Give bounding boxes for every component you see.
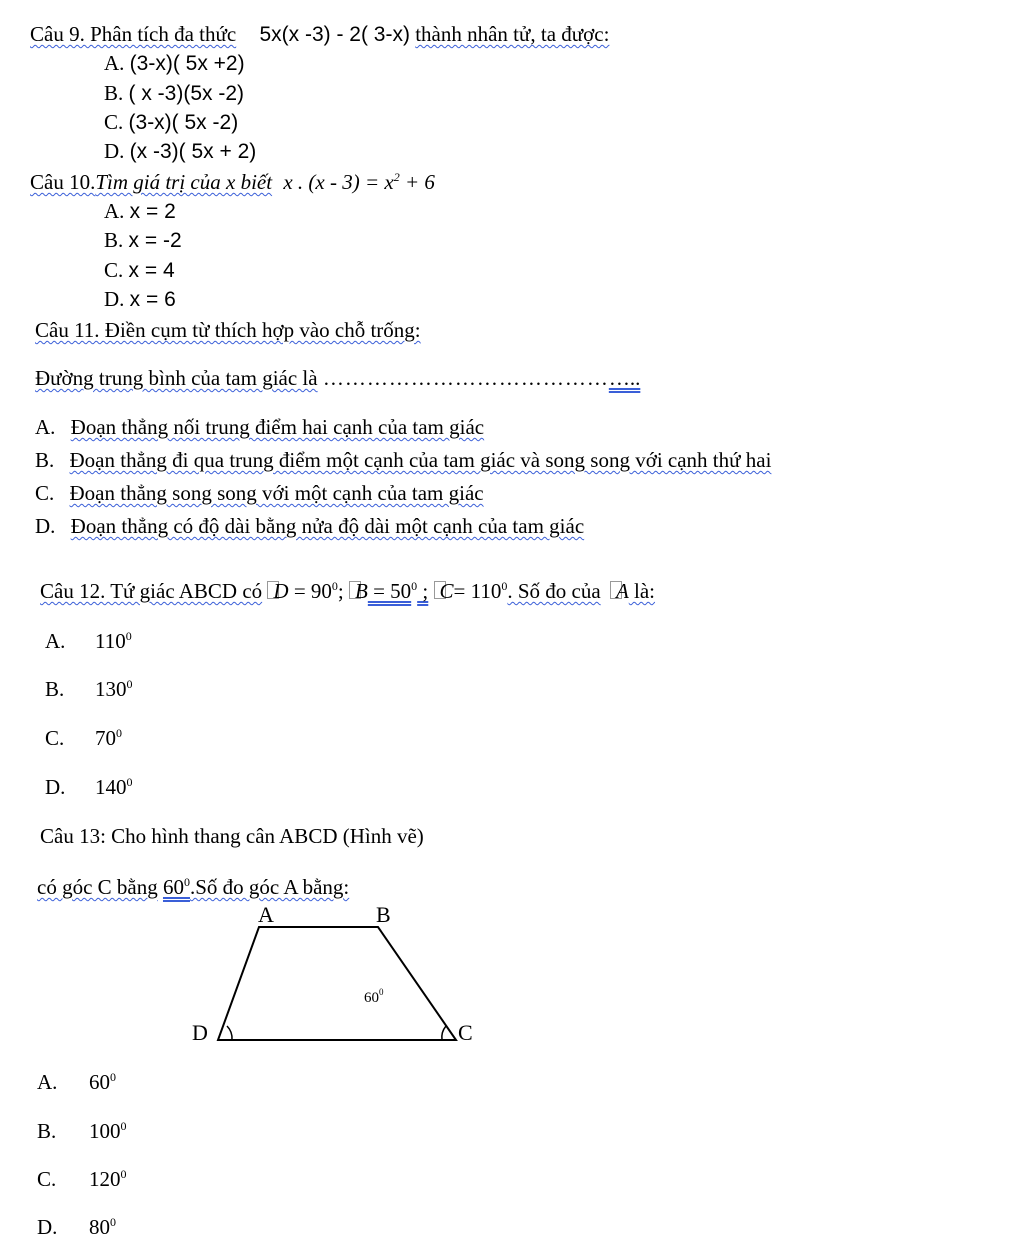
q13-option-d [37,1214,116,1240]
option-letter: A. [35,415,56,439]
q10-option-b [104,227,182,254]
option-text: x = 4 [128,259,175,282]
option-text: x = 6 [129,288,176,311]
option-letter: B. [104,81,124,105]
option-text: ( x -3)(5x -2) [128,82,245,105]
q12-title-part1: Câu 12. Tứ giác ABCD có [40,579,263,603]
option-letter: D. [35,514,56,538]
vertex-label-c: C [458,1020,473,1045]
q13-option-b [37,1118,127,1144]
angle-c-arc [442,1026,446,1040]
option-value: $70^0$ [95,726,122,750]
option-letter: A. [45,629,66,653]
q11-stem: Đường trung bình của tam giác là …………………………………….. [35,366,641,390]
q10-title-part1: Câu 10. [30,170,96,194]
q12-title: Câu 12. Tứ giác ABCD có $D = 90^0$; $B = 50^0$ ; $C= 110^0$. Số đo của A là: [40,579,656,603]
trapezoid-figure [180,898,500,1058]
q12-option-d [45,774,133,800]
q9-title-part2: thành nhân tử, ta được: [415,22,610,46]
q9-option-b [104,80,244,107]
option-letter: A. [37,1070,58,1094]
q9-option-c [104,109,238,136]
option-letter: C. [45,726,65,750]
option-letter: B. [35,448,55,472]
q11-option-b [35,447,771,473]
q10-title-part2: Tìm giá trị của x biết [95,170,273,194]
option-letter: B. [45,677,65,701]
angle-label: $60^0$ [364,987,384,1006]
option-value: $100^0$ [89,1119,127,1143]
q13-option-c [37,1166,127,1192]
q9-title-part1: Câu 9. Phân tích đa thức [30,22,237,46]
q10-title [30,169,435,195]
option-letter: B. [37,1119,57,1143]
q9-option-d [104,138,256,165]
q11-blank-end: ….. [608,366,641,390]
option-text: Đoạn thẳng song song với một cạnh của tam giác [69,481,484,505]
option-text: (3-x)( 5x -2) [128,111,239,134]
q11-blank: ………………………………… [322,366,609,390]
option-text: Đoạn thẳng đi qua trung điểm một cạnh của tam giác và song song với cạnh thứ hai [69,448,772,472]
option-value: $80^0$ [89,1215,116,1239]
q11-option-a [35,414,484,440]
option-text: (x -3)( 5x + 2) [129,140,257,163]
option-text: (3-x)( 5x +2) [129,52,245,75]
q10-option-a [104,198,176,225]
q11-option-d [35,513,584,539]
option-value: $110^0$ [95,629,132,653]
q12-option-a [45,628,132,654]
angle-d-arc [227,1026,232,1040]
q12-option-b [45,676,133,702]
option-text: x = 2 [129,200,176,223]
q13-option-a [37,1069,116,1095]
option-text: Đoạn thẳng có độ dài bằng nửa độ dài một cạnh của tam giác [70,514,585,538]
option-letter: B. [104,228,124,252]
q11-option-c [35,480,484,506]
q13-title: Câu 13: Cho hình thang cân ABCD (Hình vẽ) [40,824,424,848]
trapezoid-shape [218,927,456,1040]
option-letter: C. [37,1167,57,1191]
q9-expression: 5x(x -3) - 2( 3-x) [259,23,410,46]
option-value: $140^0$ [95,775,133,799]
option-letter: C. [35,481,55,505]
option-letter: D. [37,1215,58,1239]
option-letter: D. [104,139,125,163]
q13-angle-value: $60^0$ [162,875,190,899]
option-value: $130^0$ [95,677,133,701]
vertex-label-b: B [376,902,391,927]
option-value: $60^0$ [89,1070,116,1094]
option-letter: C. [104,110,124,134]
option-letter: A. [104,51,125,75]
option-letter: A. [104,199,125,223]
q10-option-c [104,257,175,284]
q11-title: Câu 11. Điền cụm từ thích hợp vào chỗ trống: [35,318,421,342]
q10-option-d [104,286,176,313]
option-letter: D. [45,775,66,799]
option-value: $120^0$ [89,1167,127,1191]
vertex-label-a: A [258,902,274,927]
option-letter: D. [104,287,125,311]
vertex-label-d: D [192,1020,208,1045]
option-text: x = -2 [128,229,182,252]
q9-title [30,21,609,48]
option-letter: C. [104,258,124,282]
q9-option-a [104,50,245,77]
q13-line2: có góc C bằng $60^0.Số$ đo góc A bằng: [37,875,350,899]
q10-expression: x . $(x - 3) = x^2 + 6$ [283,170,435,194]
q12-option-c [45,725,122,751]
option-text: Đoạn thẳng nối trung điểm hai cạnh của tam giác [70,415,485,439]
